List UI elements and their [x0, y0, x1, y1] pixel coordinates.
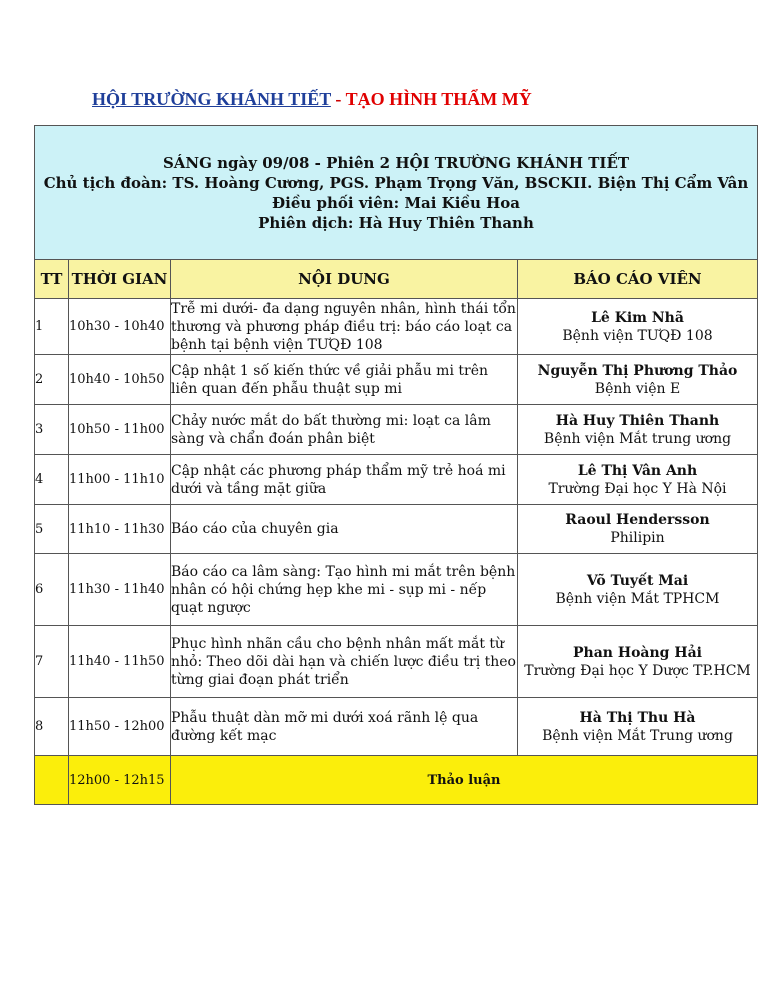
row-number: 2 [35, 355, 69, 405]
session-info [35, 126, 758, 260]
speaker-name: Võ Tuyết Mai [586, 572, 689, 589]
session-info-row [35, 126, 758, 260]
hall-name: HỘI TRƯỜNG KHÁNH TIẾT [92, 89, 331, 109]
table-row [35, 698, 758, 756]
header-time: THỜI GIAN [69, 260, 171, 299]
row-speaker [518, 554, 758, 626]
table-row [35, 505, 758, 554]
row-speaker [518, 626, 758, 698]
speaker-org: Philipin [610, 530, 665, 546]
row-number: 5 [35, 505, 69, 554]
speaker-name: Lê Kim Nhã [591, 309, 684, 326]
row-speaker [518, 455, 758, 505]
row-topic: Cập nhật các phương pháp thẩm mỹ trẻ hoá mi dưới và tầng mặt giữa [171, 455, 518, 505]
row-number: 7 [35, 626, 69, 698]
row-time: 11h30 - 11h40 [69, 554, 171, 626]
table-header-row [35, 260, 758, 299]
coordinator-line: Điều phối viên: Mai Kiều Hoa [272, 193, 520, 212]
row-topic: Báo cáo của chuyên gia [171, 505, 518, 554]
row-number: 3 [35, 405, 69, 455]
session-title: SÁNG ngày 09/08 - Phiên 2 HỘI TRƯỜNG KHÁNH TIẾT [162, 153, 630, 172]
speaker-org: Bệnh viện Mắt Trung ương [542, 727, 733, 744]
header-topic: NỘI DUNG [171, 260, 518, 299]
speaker-org: Bệnh viện TƯQĐ 108 [562, 327, 713, 344]
row-number: 6 [35, 554, 69, 626]
row-topic: Trễ mi dưới- đa dạng nguyên nhân, hình thái tổn thương và phương pháp điều trị: báo cáo loạt ca bệnh tại bệnh viện TƯQĐ 108 [171, 300, 516, 353]
row-speaker [518, 405, 758, 455]
speaker-org: Bệnh viện Mắt TPHCM [555, 590, 720, 607]
row-time: 11h10 - 11h30 [69, 505, 171, 554]
page-title [92, 89, 532, 110]
row-topic: Phục hình nhãn cầu cho bệnh nhân mất mắt từ nhỏ: Theo dõi dài hạn và chiến lược điều trị theo từng giai đoạn phát triển [171, 626, 518, 698]
speaker-name: Nguyễn Thị Phương Thảo [537, 362, 738, 379]
discussion-row [35, 756, 758, 805]
speaker-org: Bệnh viện Mắt trung ương [543, 430, 732, 447]
speaker-name: Raoul Hendersson [565, 512, 710, 528]
row-topic: Chảy nước mắt do bất thường mi: loạt ca lâm sàng và chẩn đoán phân biệt [171, 405, 518, 455]
row-time: 10h40 - 10h50 [69, 355, 171, 405]
discussion-time: 12h00 - 12h15 [69, 756, 171, 805]
row-number: 8 [35, 698, 69, 756]
schedule-table [34, 125, 758, 805]
table-row [35, 299, 758, 355]
table-row [35, 626, 758, 698]
theme-name: TẠO HÌNH THẨM MỸ [345, 89, 532, 109]
table-row [35, 554, 758, 626]
row-topic: Phẫu thuật dàn mỡ mi dưới xoá rãnh lệ qua đường kết mạc [171, 698, 518, 756]
discussion-label: Thảo luận [171, 756, 758, 805]
speaker-org: Bệnh viện E [594, 380, 681, 397]
table-row [35, 455, 758, 505]
row-number: 1 [35, 299, 69, 355]
row-speaker [518, 505, 758, 554]
row-topic: Cập nhật 1 số kiến thức về giải phẫu mi trên liên quan đến phẫu thuật sụp mi [171, 355, 518, 405]
header-no: TT [35, 260, 69, 299]
row-time: 11h50 - 12h00 [69, 698, 171, 756]
interpreter-line: Phiên dịch: Hà Huy Thiên Thanh [258, 213, 534, 232]
speaker-name: Hà Thị Thu Hà [579, 709, 696, 726]
table-row [35, 405, 758, 455]
table-row [35, 355, 758, 405]
speaker-name: Hà Huy Thiên Thanh [555, 412, 720, 429]
speaker-org: Trường Đại học Y Hà Nội [548, 480, 727, 497]
row-time: 11h00 - 11h10 [69, 455, 171, 505]
row-speaker [518, 355, 758, 405]
row-time: 11h40 - 11h50 [69, 626, 171, 698]
chairs-line: Chủ tịch đoàn: TS. Hoàng Cương, PGS. Phạm Trọng Văn, BSCKII. Biện Thị Cẩm Vân [43, 173, 749, 192]
title-separator: - [330, 89, 346, 109]
discussion-blank [35, 756, 69, 805]
row-time: 10h30 - 10h40 [69, 299, 171, 355]
row-topic: Báo cáo ca lâm sàng: Tạo hình mi mắt trên bệnh nhân có hội chứng hẹp khe mi - sụp mi - nếp quạt ngược [171, 554, 518, 626]
speaker-name: Phan Hoàng Hải [573, 644, 702, 661]
header-speaker: BÁO CÁO VIÊN [518, 260, 758, 299]
row-number: 4 [35, 455, 69, 505]
speaker-name: Lê Thị Vân Anh [577, 462, 698, 479]
row-time: 10h50 - 11h00 [69, 405, 171, 455]
row-speaker [518, 299, 758, 355]
row-speaker [518, 698, 758, 756]
speaker-org: Trường Đại học Y Dược TP.HCM [524, 662, 751, 679]
